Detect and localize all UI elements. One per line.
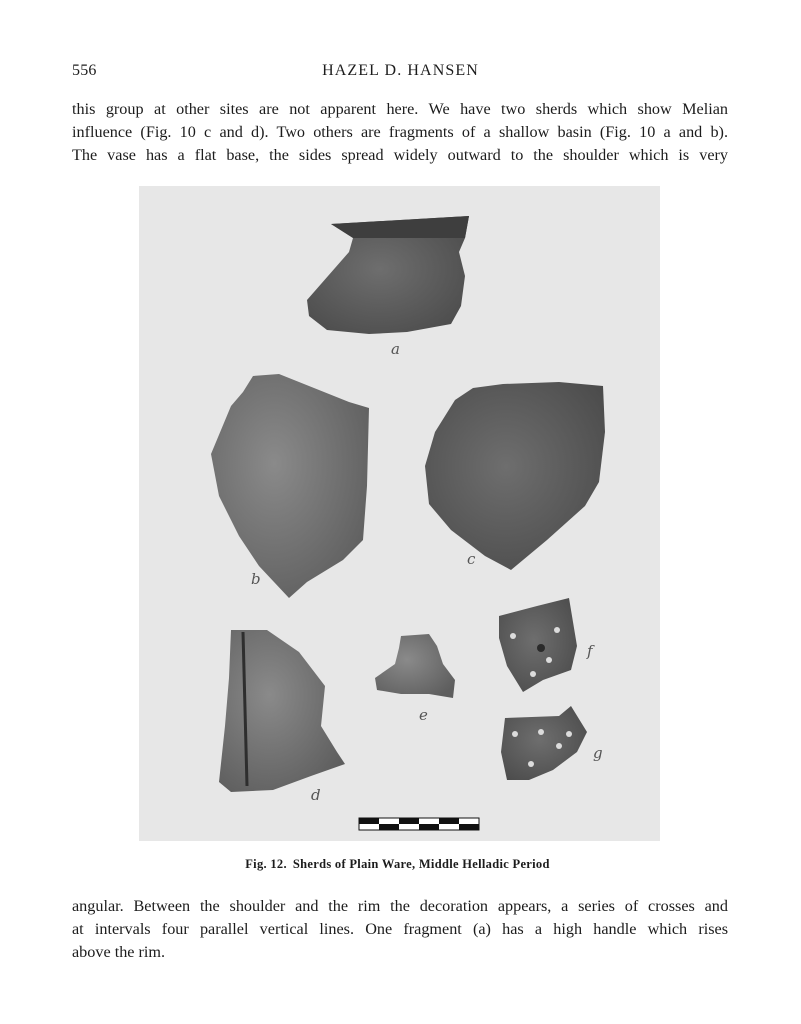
- text-line: angular. Between the shoulder and the rim the decoration appears, a series of crosses and: [72, 897, 728, 915]
- sherd-a: [307, 216, 469, 334]
- sherds-photograph: [139, 186, 660, 841]
- text-line: this group at other sites are not apparent here. We have two sherds which show Melian: [72, 100, 728, 118]
- paragraph-bottom: [72, 895, 728, 964]
- label-e: e: [419, 706, 428, 724]
- caption-number: Fig. 12.: [245, 857, 287, 871]
- text-line: The vase has a flat base, the sides spread widely outward to the shoulder which is very: [72, 146, 728, 164]
- label-d: d: [311, 786, 321, 804]
- sherd-f: [499, 598, 577, 692]
- sherd-g: [501, 706, 587, 780]
- scale-bar: [359, 818, 479, 830]
- sherd-b: [211, 374, 369, 598]
- figure-caption: [0, 857, 801, 872]
- sherd-c: [425, 382, 605, 570]
- label-f: f: [587, 642, 593, 660]
- caption-text: Sherds of Plain Ware, Middle Helladic Period: [292, 857, 550, 871]
- text-line: influence (Fig. 10 c and d). Two others are fragments of a shallow basin (Fig. 10 a and b).: [72, 123, 728, 141]
- label-b: b: [251, 570, 261, 588]
- text-line: above the rim.: [72, 943, 166, 961]
- sherd-d: [219, 630, 345, 792]
- running-title: HAZEL D. HANSEN: [322, 62, 479, 79]
- paragraph-top: [72, 98, 728, 167]
- page-number: 556: [72, 62, 97, 79]
- label-c: c: [467, 550, 476, 568]
- label-a: a: [391, 340, 400, 358]
- figure-plate: [139, 186, 660, 841]
- label-g: g: [593, 744, 603, 762]
- text-line: at intervals four parallel vertical lines. One fragment (a) has a high handle which rises: [72, 920, 728, 938]
- sherd-e: [375, 634, 455, 698]
